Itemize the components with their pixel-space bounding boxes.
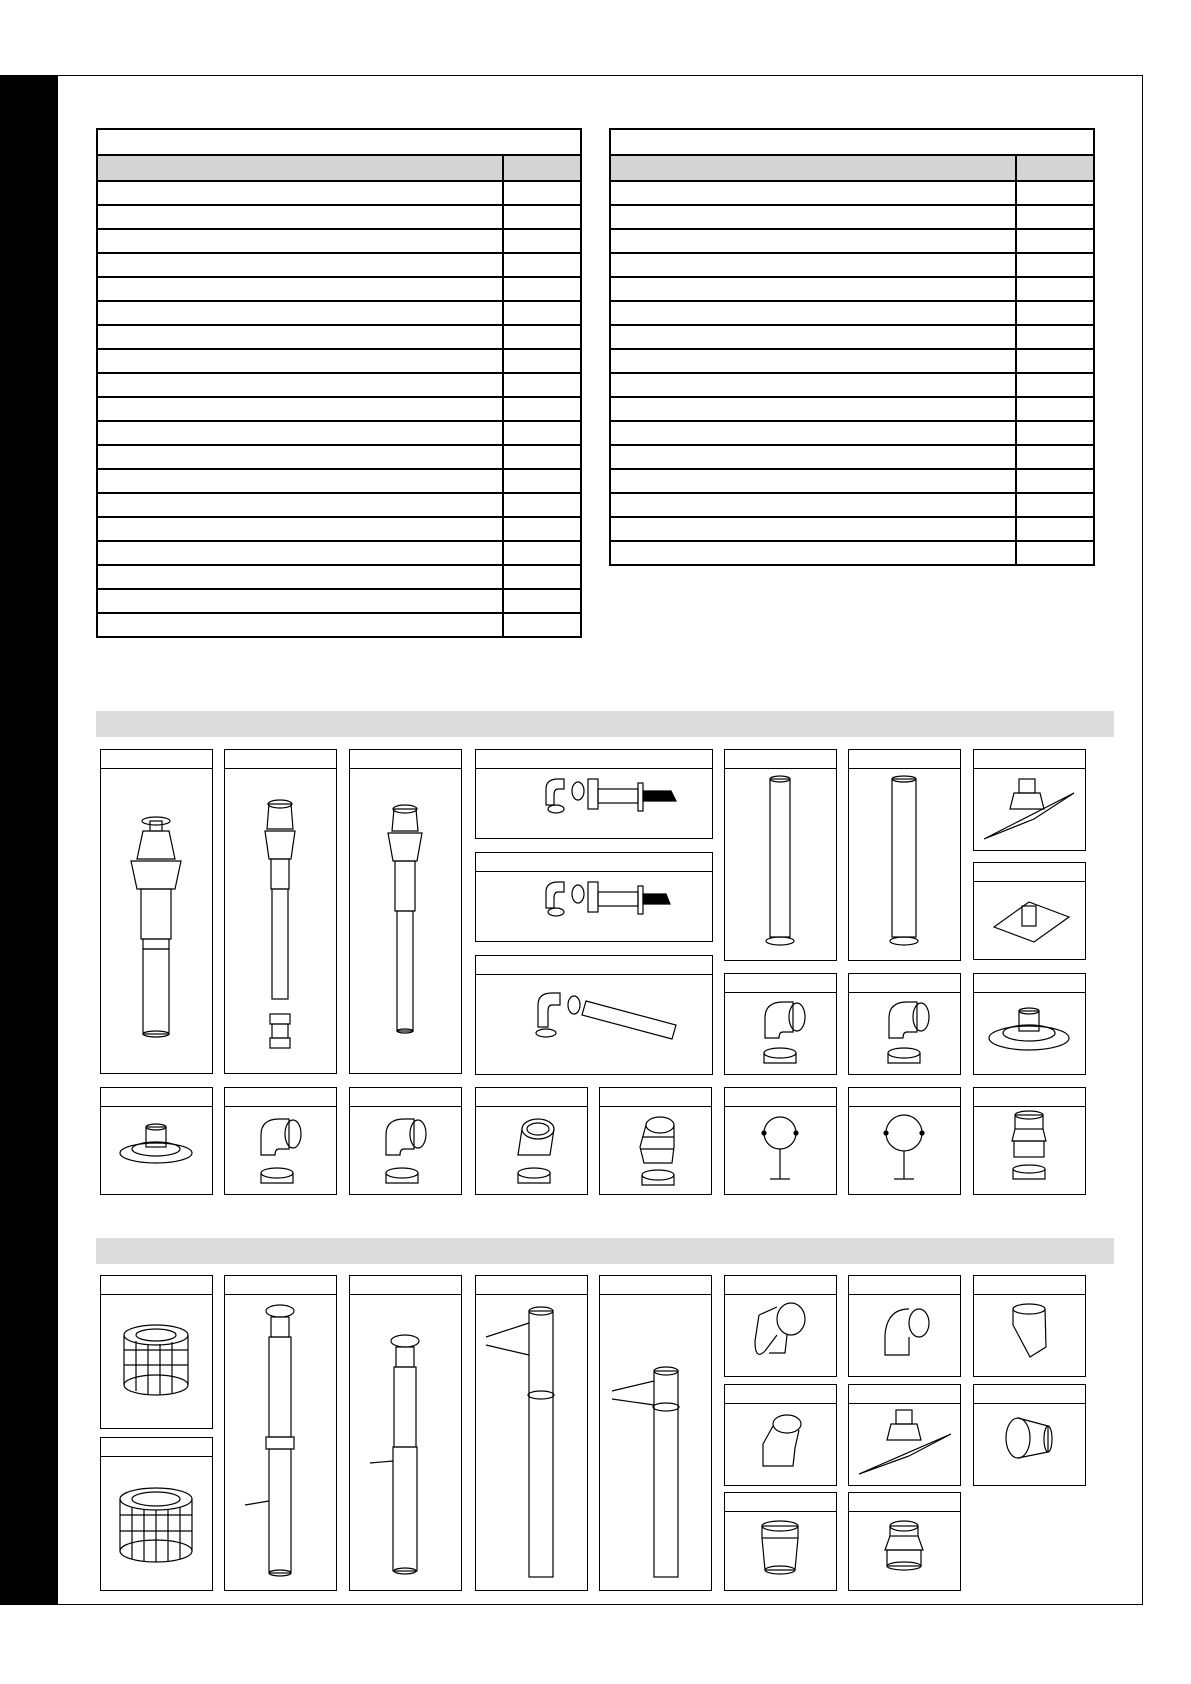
horizontal-kit-icon: [476, 769, 711, 837]
bend-45: [475, 1087, 588, 1195]
pipe-bracket-b: [848, 1087, 961, 1195]
table-row: [97, 301, 581, 325]
bend-icon: [725, 1295, 835, 1375]
table-cell: [610, 325, 1016, 349]
section-band-1: [96, 711, 1114, 737]
table-cell: [97, 301, 503, 325]
table-row: [610, 541, 1094, 565]
table-cell: [97, 325, 503, 349]
roof-flashing-icon: [974, 769, 1084, 849]
flat-roof-flashing: [973, 862, 1086, 960]
table-row: [97, 421, 581, 445]
column-header-description: [610, 155, 1016, 181]
table-row: [97, 229, 581, 253]
table-row: [97, 517, 581, 541]
bracket-icon: [725, 1107, 835, 1193]
illustration-label-strip: [600, 1088, 711, 1107]
bend-45-spigot: [724, 1384, 837, 1486]
extension-pipe-1000: [724, 749, 837, 961]
table-cell: [97, 349, 503, 373]
illustration-label-strip: [849, 974, 960, 993]
illustration-label-strip: [725, 1493, 836, 1512]
table-cell: [97, 517, 503, 541]
table-cell: [97, 253, 503, 277]
illustration-label-strip: [225, 750, 336, 769]
illustration-label-strip: [476, 750, 712, 769]
reducer-cone: [973, 1384, 1086, 1486]
table-cell: [503, 397, 581, 421]
bend-45-socket: [973, 1275, 1086, 1377]
vertical-terminal-adaptor-icon: [225, 769, 335, 1069]
bend-icon: [849, 993, 959, 1073]
table-cell: [503, 589, 581, 613]
illustration-label-strip: [476, 853, 712, 872]
table-cell: [610, 541, 1016, 565]
illustration-label-strip: [225, 1276, 336, 1295]
vertical-flue-terminal-with-adaptor: [224, 749, 337, 1074]
bend-90-socket: [724, 1275, 837, 1377]
bend-45-icon: [725, 1404, 835, 1484]
extension-pipe-icon: [849, 769, 959, 959]
column-header-part-number: [1016, 155, 1094, 181]
illustration-label-strip: [476, 956, 712, 975]
vertical-terminal-icon: [101, 769, 211, 1069]
horizontal-flue-kit-plume: [475, 955, 713, 1075]
bend-90-c: [224, 1087, 337, 1195]
table-cell: [1016, 541, 1094, 565]
table-cell: [1016, 373, 1094, 397]
adaptor-spigot: [848, 1492, 961, 1591]
boiler-adaptor: [973, 1087, 1086, 1195]
extension-pipe-icon: [725, 769, 835, 959]
table-cell: [503, 229, 581, 253]
flat-roof-collar: [973, 973, 1086, 1075]
table-cell: [1016, 229, 1094, 253]
adaptor-icon: [974, 1107, 1084, 1193]
table-cell: [610, 397, 1016, 421]
illustration-label-strip: [849, 1088, 960, 1107]
table-row: [610, 373, 1094, 397]
table-cell: [1016, 445, 1094, 469]
illustration-label-strip: [974, 1276, 1085, 1295]
guard-icon: [101, 1457, 211, 1589]
vertical-terminal-icon: [350, 1295, 460, 1589]
table-cell: [1016, 277, 1094, 301]
table-row: [610, 205, 1094, 229]
table-cell: [97, 373, 503, 397]
table-row: [97, 565, 581, 589]
extension-with-bracket-b: [599, 1275, 712, 1591]
bend-icon: [725, 993, 835, 1073]
table-cell: [503, 373, 581, 397]
horizontal-flue-kit-telescopic: [475, 749, 713, 839]
vertical-flue-terminal-slim: [349, 749, 462, 1074]
illustration-label-strip: [476, 1088, 587, 1107]
table-row: [97, 253, 581, 277]
table-cell: [610, 421, 1016, 445]
adaptor-icon: [725, 1512, 835, 1589]
table-cell: [610, 253, 1016, 277]
table-row: [610, 277, 1094, 301]
illustration-label-strip: [974, 750, 1085, 769]
table-cell: [503, 445, 581, 469]
bend-45-icon: [974, 1295, 1084, 1375]
table-cell: [1016, 493, 1094, 517]
illustration-label-strip: [476, 1276, 587, 1295]
table-row: [97, 349, 581, 373]
table-cell: [503, 301, 581, 325]
table-cell: [610, 229, 1016, 253]
extension-bracket-icon: [600, 1295, 710, 1589]
terminal-guard-large: [100, 1437, 213, 1591]
reducer-icon: [974, 1404, 1084, 1484]
table-row: [97, 181, 581, 205]
table-row: [610, 229, 1094, 253]
horizontal-flue-kit-standard: [475, 852, 713, 942]
vertical-terminal-with-bracket: [224, 1275, 337, 1591]
table-row: [97, 277, 581, 301]
table-cell: [97, 397, 503, 421]
horizontal-kit-icon: [476, 872, 711, 940]
illustration-label-strip: [974, 974, 1085, 993]
table-cell: [503, 565, 581, 589]
vertical-terminal-icon: [225, 1295, 335, 1589]
table-row: [610, 325, 1094, 349]
table-cell: [610, 373, 1016, 397]
table-cell: [610, 301, 1016, 325]
table-cell: [503, 421, 581, 445]
illustration-label-strip: [725, 1088, 836, 1107]
bend-30: [599, 1087, 712, 1195]
pipe-bracket-a: [724, 1087, 837, 1195]
illustration-label-strip: [849, 1385, 960, 1404]
table-cell: [97, 469, 503, 493]
illustration-label-strip: [725, 750, 836, 769]
table-row: [610, 517, 1094, 541]
bend-90-b: [848, 973, 961, 1075]
table-cell: [97, 445, 503, 469]
table-cell: [1016, 181, 1094, 205]
table-cell: [503, 181, 581, 205]
illustration-label-strip: [725, 1276, 836, 1295]
table-title-row: [610, 129, 1094, 155]
roof-flashing-icon: [974, 882, 1084, 958]
table-row: [610, 349, 1094, 373]
illustration-label-strip: [974, 863, 1085, 882]
table-row: [97, 589, 581, 613]
table-row: [97, 373, 581, 397]
table-cell: [503, 325, 581, 349]
table-cell: [97, 493, 503, 517]
bend-90-d: [349, 1087, 462, 1195]
table-row: [97, 613, 581, 637]
table-cell: [1016, 205, 1094, 229]
table-row: [610, 181, 1094, 205]
bend-90-spigot: [848, 1275, 961, 1377]
table-row: [610, 397, 1094, 421]
chapter-side-bar: [0, 75, 57, 1605]
illustration-label-strip: [974, 1088, 1085, 1107]
table-cell: [610, 205, 1016, 229]
illustration-label-strip: [101, 1438, 212, 1457]
table-row: [97, 397, 581, 421]
adaptor-icon: [849, 1512, 959, 1589]
table-cell: [97, 541, 503, 565]
table-cell: [610, 181, 1016, 205]
table-row: [97, 493, 581, 517]
table-cell: [1016, 469, 1094, 493]
table-row: [610, 253, 1094, 277]
vertical-terminal-slim-icon: [350, 769, 460, 1069]
table-cell: [97, 613, 503, 637]
table-row: [97, 445, 581, 469]
vertical-terminal-slim: [349, 1275, 462, 1591]
table-row: [610, 445, 1094, 469]
pitched-roof-flashing: [973, 749, 1086, 851]
collar-icon: [101, 1107, 211, 1193]
illustration-label-strip: [849, 1276, 960, 1295]
extension-bracket-icon: [476, 1295, 586, 1589]
table-cell: [97, 421, 503, 445]
table-cell: [97, 229, 503, 253]
table-cell: [610, 493, 1016, 517]
table-cell: [1016, 301, 1094, 325]
extension-with-bracket-a: [475, 1275, 588, 1591]
table-cell: [610, 277, 1016, 301]
bend-icon: [849, 1295, 959, 1375]
bend-90-a: [724, 973, 837, 1075]
table-row: [97, 541, 581, 565]
table-cell: [503, 469, 581, 493]
table-cell: [503, 349, 581, 373]
adaptor-socket: [724, 1492, 837, 1591]
illustration-label-strip: [350, 1088, 461, 1107]
table-cell: [1016, 325, 1094, 349]
illustration-label-strip: [725, 1385, 836, 1404]
illustration-label-strip: [350, 750, 461, 769]
table-cell: [97, 205, 503, 229]
roof-flashing: [848, 1384, 961, 1486]
horizontal-kit-plume-icon: [476, 975, 711, 1073]
table-row: [610, 493, 1094, 517]
table-cell: [97, 277, 503, 301]
table-cell: [503, 277, 581, 301]
left-parts-table: [96, 128, 582, 638]
table-row: [610, 301, 1094, 325]
table-cell: [610, 349, 1016, 373]
illustration-label-strip: [974, 1385, 1085, 1404]
bracket-icon: [849, 1107, 959, 1193]
illustration-label-strip: [849, 750, 960, 769]
section-band-2: [96, 1238, 1114, 1264]
table-row: [97, 325, 581, 349]
vertical-flue-terminal-large: [100, 749, 213, 1074]
table-cell: [503, 517, 581, 541]
table-cell: [1016, 253, 1094, 277]
table-cell: [610, 517, 1016, 541]
illustration-label-strip: [600, 1276, 711, 1295]
bend-icon: [225, 1107, 335, 1193]
terminal-guard-small: [100, 1275, 213, 1429]
table-row: [610, 421, 1094, 445]
column-header-part-number: [503, 155, 581, 181]
table-cell: [1016, 517, 1094, 541]
table-cell: [610, 469, 1016, 493]
table-row: [97, 469, 581, 493]
table-cell: [503, 613, 581, 637]
table-cell: [1016, 421, 1094, 445]
illustration-label-strip: [225, 1088, 336, 1107]
table-cell: [97, 181, 503, 205]
table-cell: [503, 253, 581, 277]
right-parts-table: [609, 128, 1095, 566]
roof-flashing-icon: [849, 1404, 959, 1484]
table-cell: [1016, 397, 1094, 421]
extension-pipe-500: [848, 749, 961, 961]
table-cell: [1016, 349, 1094, 373]
illustration-label-strip: [101, 1088, 212, 1107]
table-title-row: [97, 129, 581, 155]
illustration-label-strip: [101, 750, 212, 769]
bend-30-icon: [600, 1107, 710, 1193]
table-row: [97, 205, 581, 229]
illustration-label-strip: [350, 1276, 461, 1295]
table-cell: [503, 205, 581, 229]
table-cell: [97, 565, 503, 589]
weather-collar: [100, 1087, 213, 1195]
guard-icon: [101, 1295, 211, 1427]
bend-icon: [350, 1107, 460, 1193]
collar-icon: [974, 993, 1084, 1073]
column-header-description: [97, 155, 503, 181]
table-cell: [610, 445, 1016, 469]
illustration-label-strip: [101, 1276, 212, 1295]
table-cell: [503, 493, 581, 517]
table-row: [610, 469, 1094, 493]
bend-45-icon: [476, 1107, 586, 1193]
illustration-label-strip: [849, 1493, 960, 1512]
illustration-label-strip: [725, 974, 836, 993]
table-cell: [97, 589, 503, 613]
table-cell: [503, 541, 581, 565]
